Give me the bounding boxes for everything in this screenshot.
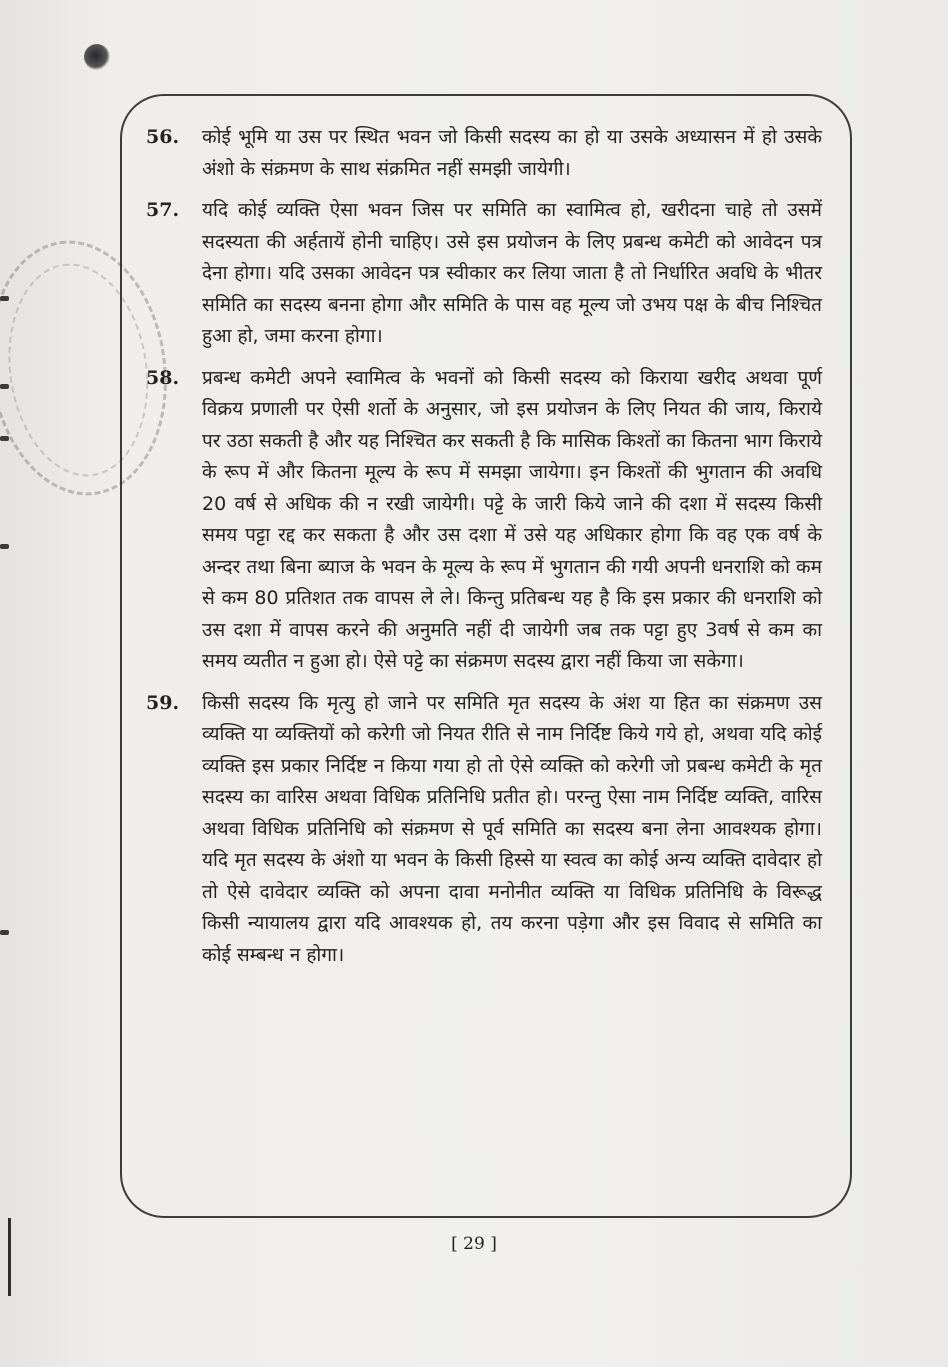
clause-number: 57. <box>146 199 180 221</box>
punch-hole <box>84 44 110 70</box>
clause-text: प्रबन्ध कमेटी अपने स्वामित्व के भवनों को किसी सदस्य को किराया खरीद अथवा पूर्ण विक्रय प्रणाली पर ऐसी शर्तो के अनुसार, जो इस प्रयोजन के लिए नियत की जाय, किराये पर उठा सकती है और यह निश्चित कर सकती है कि मासिक किश्तों का कितना भाग किराये के रूप में और कितना मूल्य के रूप में समझा जायेगा। इन किश्तों की भुगतान की अवधि 20 वर्ष से अधिक की न रखी जायेगी। पट्टे के जारी किये जाने की दशा में सदस्य किसी समय पट्टा रद्द कर सकता है और उस दशा में उसे यह अधिकार होगा कि वह एक वर्ष के अन्दर तथा बिना ब्याज के भवन के मूल्य के रूप में भुगतान की गयी अपनी धनराशि को कम से कम 80 प्रतिशत तक वापस ले ले। किन्तु प्रतिबन्ध यह है कि इस प्रकार की धनराशि को उस दशा में वापस करने की अनुमति नहीं दी जायेगी जब तक पट्टा हुए 3वर्ष से कम का समय व्यतीत न हुआ हो। ऐसे पट्टे का संक्रमण सदस्य द्वारा नहीं किया जा सकेगा। <box>202 366 822 672</box>
clause-text: कोई भूमि या उस पर स्थित भवन जो किसी सदस्य का हो या उसके अध्यासन में हो उसके अंशो के संक्रमण के साथ संक्रमित नहीं समझी जायेगी। <box>202 126 822 180</box>
clause-text: यदि कोई व्यक्ति ऐसा भवन जिस पर समिति का स्वामित्व हो, खरीदना चाहे तो उसमें सदस्यता की अर्हतायें होनी चाहिए। उसे इस प्रयोजन के लिए प्रबन्ध कमेटी को आवेदन पत्र देना होगा। यदि उसका आवेदन पत्र स्वीकार कर लिया जाता है तो निर्धारित अवधि के भीतर समिति का सदस्य बनना होगा और समिति के पास वह मूल्य जो उभय पक्ष के बीच निश्चित हुआ हो, जमा करना होगा। <box>202 199 822 347</box>
binding-marks <box>0 0 12 1367</box>
clause-57 <box>142 195 822 353</box>
binding-edge-mark <box>8 1218 11 1296</box>
page-number: [ 29 ] <box>451 1234 497 1254</box>
clause-text: किसी सदस्य कि मृत्यु हो जाने पर समिति मृत सदस्य के अंश या हित का संक्रमण उस व्यक्ति या व्यक्तियों को करेगी जो नियत रीति से नाम निर्दिष्ट किये गये हो, अथवा यदि कोई व्यक्ति इस प्रकार निर्दिष्ट न किया गया हो तो ऐसे व्यक्ति को करेगी जो प्रबन्ध कमेटी के मृत सदस्य का वारिस अथवा विधिक प्रतिनिधि प्रतीत हो। परन्तु ऐसा नाम निर्दिष्ट व्यक्ति, वारिस अथवा विधिक प्रतिनिधि को संक्रमण से पूर्व समिति का सदस्य बना लेना आवश्यक होगा। यदि मृत सदस्य के अंशो या भवन के किसी हिस्से या स्वत्व का कोई अन्य व्यक्ति दावेदार हो तो ऐसे दावेदार व्यक्ति को अपना दावा मनोनीत व्यक्ति या विधिक प्रतिनिधि के विरूद्ध किसी न्यायालय द्वारा यदि आवश्यक हो, तय करना पड़ेगा और इस विवाद से समिति का कोई सम्बन्ध न होगा। <box>202 691 822 966</box>
bylaws-content <box>142 122 822 981</box>
clause-58 <box>142 363 822 678</box>
clause-number: 56. <box>146 126 180 148</box>
clause-56 <box>142 122 822 185</box>
clause-number: 59. <box>146 691 180 714</box>
clause-59 <box>142 688 822 972</box>
clause-number: 58. <box>146 366 180 389</box>
